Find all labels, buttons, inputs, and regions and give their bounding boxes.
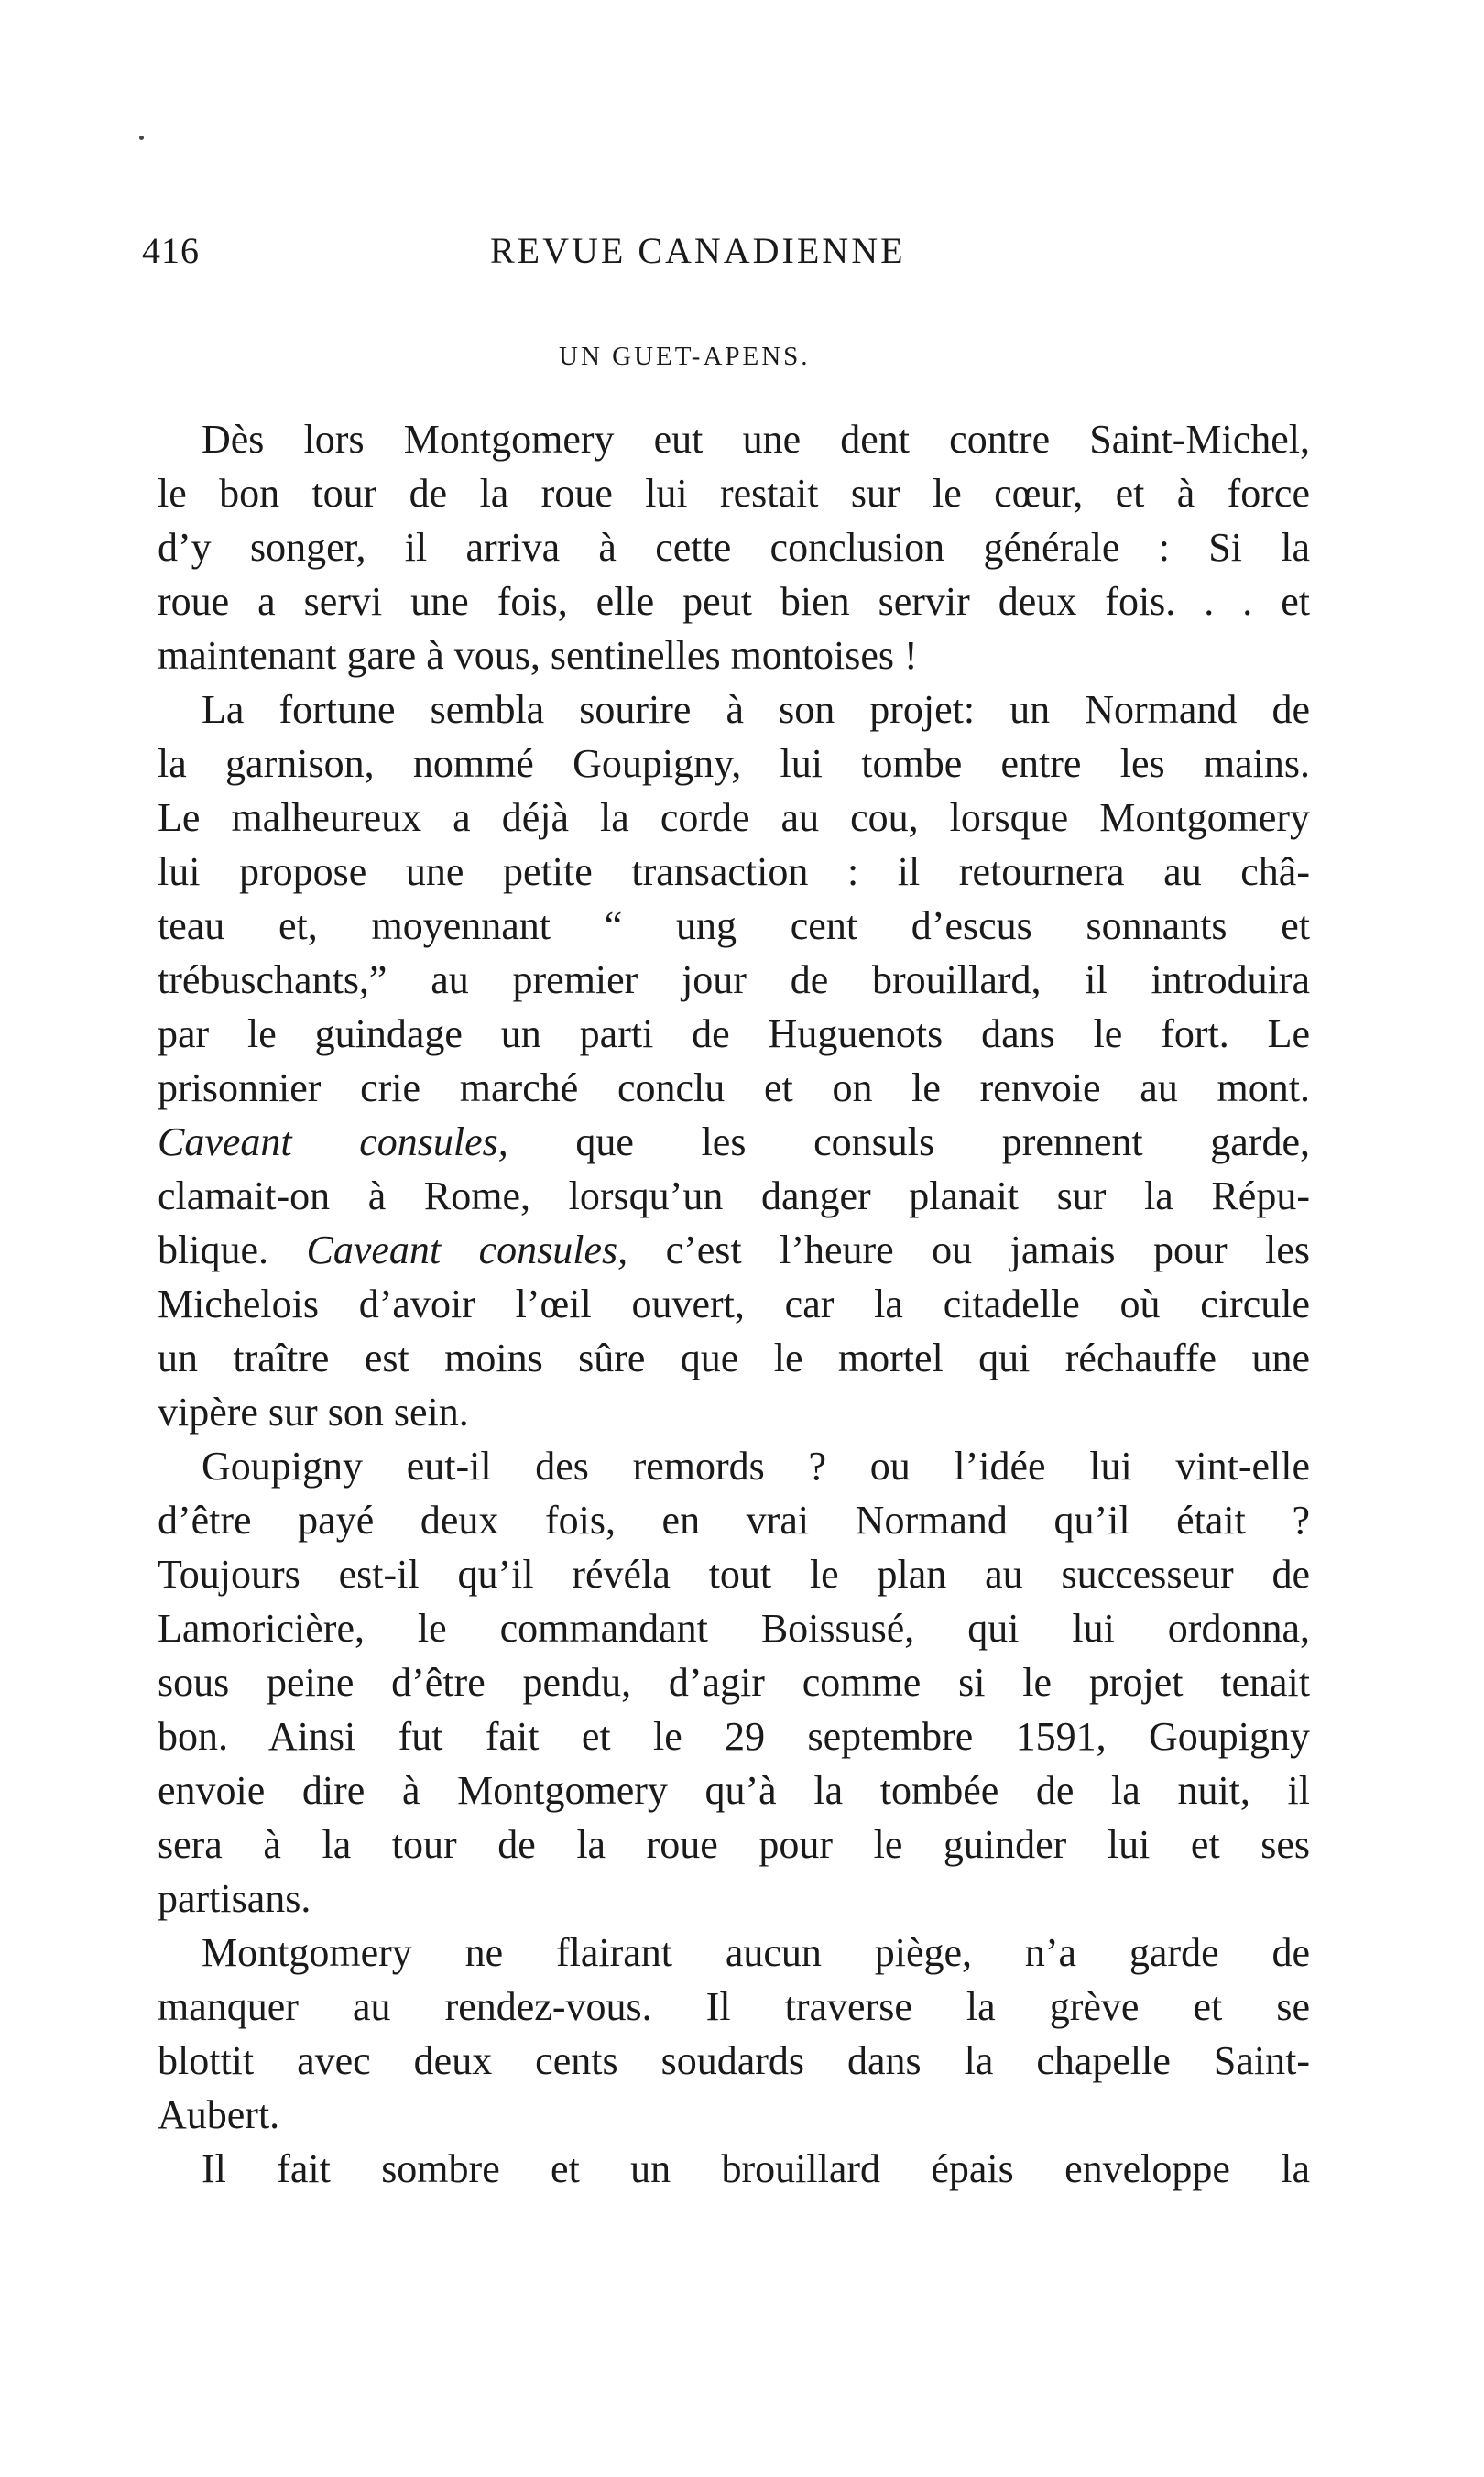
- text-line: vipère sur son sein.: [158, 1390, 469, 1435]
- text-line: manquer au rendez-vous. Il traverse la grève et se: [158, 1984, 1310, 2029]
- text-line: sous peine d’être pendu, d’agir comme si le projet tenait: [158, 1660, 1310, 1705]
- text-line: envoie dire à Montgomery qu’à la tombée de la nuit, il: [158, 1768, 1310, 1813]
- text-line: Toujours est-il qu’il révéla tout le plan au successeur de: [158, 1552, 1310, 1597]
- text-line: Il fait sombre et un brouillard épais enveloppe la: [202, 2146, 1310, 2191]
- text-line: teau et, moyennant “ ung cent d’escus sonnants et: [158, 903, 1310, 948]
- text-line-italic-mid: blique. Caveant consules, c’est l’heure ou jamais pour les: [158, 1228, 1310, 1272]
- italic-phrase: Caveant consules,: [306, 1228, 628, 1272]
- text-line: Goupigny eut-il des remords ? ou l’idée lui vint-elle: [202, 1444, 1310, 1489]
- text-line: d’y songer, il arriva à cette conclusion générale : Si la: [158, 525, 1310, 570]
- text-line: la garnison, nommé Goupigny, lui tombe entre les mains.: [158, 741, 1310, 786]
- ink-speck: [139, 136, 144, 140]
- running-head: REVUE CANADIENNE: [490, 230, 906, 271]
- text-line: partisans.: [158, 1876, 311, 1921]
- text-line: un traître est moins sûre que le mortel qui réchauffe une: [158, 1336, 1310, 1380]
- text-line: prisonnier crie marché conclu et on le renvoie au mont.: [158, 1065, 1310, 1110]
- text-line: par le guindage un parti de Huguenots dans le fort. Le: [158, 1011, 1310, 1056]
- text-line: blottit avec deux cents soudards dans la chapelle Saint-: [158, 2038, 1310, 2083]
- text-line: le bon tour de la roue lui restait sur le cœur, et à force: [158, 471, 1310, 516]
- body-text: [158, 412, 1310, 2196]
- text-line: trébuschants,” au premier jour de brouillard, il introduira: [158, 957, 1310, 1002]
- text-line: La fortune sembla sourire à son projet: un Normand de: [202, 687, 1310, 732]
- italic-phrase: Caveant consules,: [158, 1119, 508, 1164]
- section-title: UN GUET-APENS.: [559, 342, 811, 371]
- text-line: roue a servi une fois, elle peut bien servir deux fois. . . et: [158, 579, 1310, 624]
- text-line: clamait-on à Rome, lorsqu’un danger planait sur la Répu-: [158, 1173, 1310, 1218]
- text-line: lui propose une petite transaction : il retournera au châ-: [158, 849, 1310, 894]
- text-line: bon. Ainsi fut fait et le 29 septembre 1591, Goupigny: [158, 1714, 1310, 1759]
- text-line: maintenant gare à vous, sentinelles montoises !: [158, 633, 918, 678]
- text-line: sera à la tour de la roue pour le guinder lui et ses: [158, 1822, 1310, 1867]
- page-number: 416: [142, 230, 200, 271]
- text-line: Montgomery ne flairant aucun piège, n’a garde de: [202, 1930, 1310, 1975]
- text-line-italic-start: Caveant consules, que les consuls prennent garde,: [158, 1119, 1310, 1164]
- text-line: Le malheureux a déjà la corde au cou, lorsque Montgomery: [158, 795, 1310, 840]
- text-line: Lamoricière, le commandant Boissusé, qui lui ordonna,: [158, 1606, 1310, 1651]
- text-line: d’être payé deux fois, en vrai Normand qu’il était ?: [158, 1498, 1310, 1543]
- page-header: [142, 229, 1324, 284]
- text-line: Michelois d’avoir l’œil ouvert, car la citadelle où circule: [158, 1282, 1310, 1326]
- text-line: Dès lors Montgomery eut une dent contre Saint-Michel,: [202, 417, 1310, 462]
- text-line: Aubert.: [158, 2092, 280, 2137]
